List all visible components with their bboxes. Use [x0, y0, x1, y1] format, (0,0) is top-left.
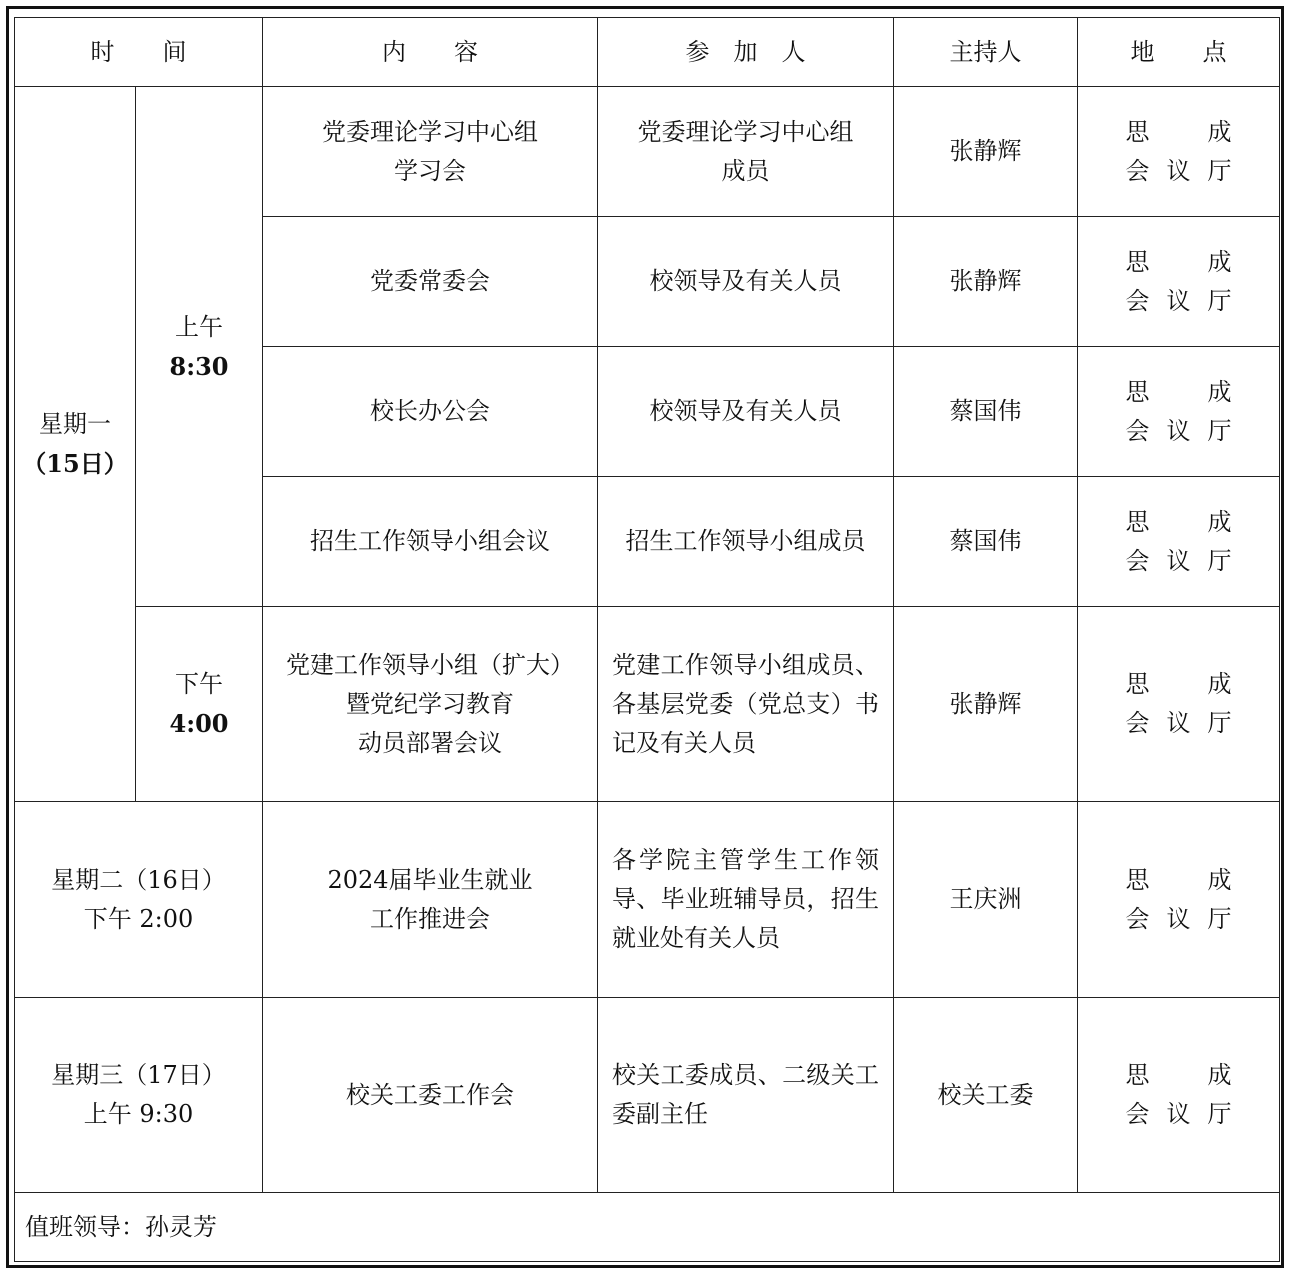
host-cell: 张静辉 [894, 87, 1078, 217]
content-cell [263, 607, 598, 802]
table-row [15, 87, 1280, 217]
content-line: 党委常委会 [370, 267, 490, 295]
content-line: 暨党纪学习教育 [346, 689, 514, 718]
place-char: 议 [1166, 709, 1191, 737]
place-char: 成 [1207, 247, 1232, 276]
afternoon-label: 下午 [175, 670, 223, 698]
monday-day: 星期一 [39, 410, 111, 438]
afternoon-cell [136, 607, 263, 802]
place-char: 会 [1125, 904, 1150, 933]
place-char: 会 [1125, 156, 1150, 185]
table-row [15, 802, 1280, 998]
participants-line: 党委理论学习中心组 [637, 117, 854, 146]
table-row [15, 998, 1280, 1193]
duty-leader: 值班领导：孙灵芳 [15, 1193, 1280, 1262]
place-char: 思 [1125, 507, 1150, 536]
place-char: 厅 [1207, 156, 1232, 185]
participants-cell [598, 477, 894, 607]
time-cell [15, 998, 263, 1193]
participants-cell [598, 347, 894, 477]
host-cell: 校关工委 [894, 998, 1078, 1193]
place-char: 厅 [1207, 1100, 1232, 1128]
header-place: 地 点 [1078, 18, 1280, 87]
place-char: 议 [1166, 416, 1191, 445]
participants-cell [598, 607, 894, 802]
place-char: 议 [1166, 1100, 1191, 1128]
content-cell [263, 477, 598, 607]
host-cell: 张静辉 [894, 217, 1078, 347]
place-char: 议 [1166, 156, 1191, 185]
content-cell [263, 87, 598, 217]
content-line: 校关工委工作会 [346, 1080, 514, 1109]
footer-row [15, 1193, 1280, 1262]
content-line: 动员部署会议 [358, 728, 502, 757]
content-line: 工作推进会 [370, 904, 490, 933]
place-cell [1078, 802, 1280, 998]
place-cell [1078, 217, 1280, 347]
time-line: 星期三（17日） [51, 1061, 226, 1089]
content-line: 校长办公会 [370, 397, 490, 425]
content-line: 2024届毕业生就业 [327, 865, 533, 894]
place-char: 思 [1125, 670, 1150, 698]
place-char: 会 [1125, 546, 1150, 575]
place-char: 成 [1207, 117, 1232, 146]
host-cell: 张静辉 [894, 607, 1078, 802]
afternoon-time: 4:00 [169, 709, 229, 738]
content-line: 党委理论学习中心组 [322, 117, 538, 146]
participants-cell [598, 87, 894, 217]
place-char: 成 [1207, 507, 1232, 536]
monday-date: （15日） [22, 449, 128, 478]
place-char: 思 [1125, 377, 1150, 406]
host-cell: 王庆洲 [894, 802, 1078, 998]
content-line: 学习会 [394, 156, 466, 185]
place-cell [1078, 477, 1280, 607]
place-char: 议 [1166, 286, 1191, 315]
host-cell: 蔡国伟 [894, 347, 1078, 477]
header-host: 主持人 [894, 18, 1078, 87]
header-time: 时 间 [15, 18, 263, 87]
header-row [15, 18, 1280, 87]
content-cell [263, 802, 598, 998]
place-char: 厅 [1207, 709, 1232, 737]
host-cell: 蔡国伟 [894, 477, 1078, 607]
place-char: 成 [1207, 1061, 1232, 1089]
place-char: 厅 [1207, 546, 1232, 575]
place-char: 思 [1125, 117, 1150, 146]
participants-cell [598, 998, 894, 1193]
morning-time: 8:30 [169, 351, 229, 381]
participants-line: 招生工作领导小组成员 [625, 527, 866, 555]
place-char: 思 [1125, 247, 1150, 276]
place-char: 成 [1207, 377, 1232, 406]
place-char: 厅 [1207, 416, 1232, 445]
content-cell [263, 217, 598, 347]
time-line: 下午 2:00 [83, 904, 194, 933]
time-line: 星期二（16日） [51, 865, 226, 894]
weekly-schedule-table [14, 17, 1280, 1262]
morning-label: 上午 [175, 312, 223, 341]
place-cell [1078, 347, 1280, 477]
content-line: 招生工作领导小组会议 [310, 527, 550, 555]
participants-line: 党建工作领导小组成员、各基层党委（党总支）书记及有关人员 [612, 650, 879, 757]
place-cell [1078, 998, 1280, 1193]
table-row [15, 607, 1280, 802]
place-char: 议 [1166, 546, 1191, 575]
place-char: 会 [1125, 1100, 1150, 1128]
content-line: 党建工作领导小组（扩大） [286, 650, 574, 679]
place-cell [1078, 87, 1280, 217]
content-cell [263, 347, 598, 477]
place-char: 会 [1125, 709, 1150, 737]
participants-cell [598, 802, 894, 998]
participants-line: 校领导及有关人员 [649, 397, 842, 425]
header-content: 内 容 [263, 18, 598, 87]
place-char: 会 [1125, 416, 1150, 445]
time-line: 上午 9:30 [83, 1100, 194, 1128]
participants-line: 各学院主管学生工作领导、毕业班辅导员，招生就业处有关人员 [612, 846, 879, 952]
place-char: 厅 [1207, 286, 1232, 315]
participants-cell [598, 217, 894, 347]
content-cell [263, 998, 598, 1193]
place-char: 议 [1166, 904, 1191, 933]
header-participants: 参 加 人 [598, 18, 894, 87]
participants-line: 成员 [721, 156, 770, 185]
place-char: 会 [1125, 286, 1150, 315]
participants-line: 校领导及有关人员 [649, 267, 842, 295]
place-cell [1078, 607, 1280, 802]
place-char: 思 [1125, 1061, 1150, 1089]
monday-cell [15, 87, 136, 802]
time-cell [15, 802, 263, 998]
place-char: 成 [1207, 865, 1232, 894]
place-char: 厅 [1207, 904, 1232, 933]
participants-line: 校关工委成员、二级关工委副主任 [612, 1061, 879, 1128]
place-char: 思 [1125, 865, 1150, 894]
place-char: 成 [1207, 670, 1232, 698]
morning-cell [136, 87, 263, 607]
